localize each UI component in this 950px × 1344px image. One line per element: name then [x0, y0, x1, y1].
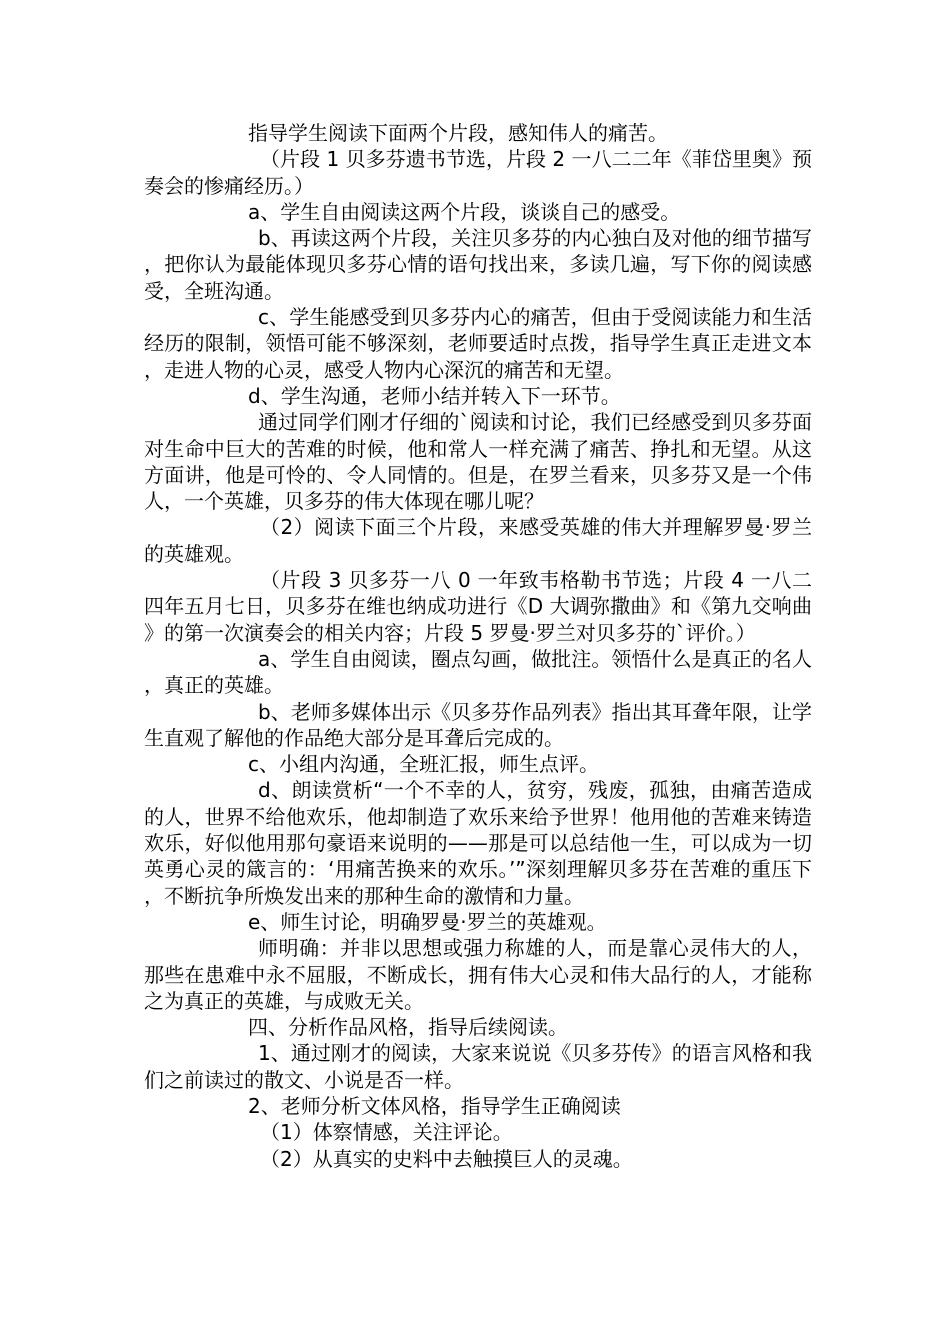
- paragraph-step-e2: e、师生讨论，明确罗曼·罗兰的英雄观。: [248, 909, 607, 934]
- paragraph-step-a: a、学生自由阅读这两个片段，谈谈自己的感受。: [248, 199, 681, 224]
- paragraph-item-2: 2、老师分析文体风格，指导学生正确阅读: [248, 1093, 621, 1118]
- paragraph-section-2: （2）阅读下面三个片段，来感受英雄的伟大并理解罗曼·罗兰的英雄观。: [144, 515, 812, 566]
- paragraph-fragment-note-1: （片段 1 贝多芬遗书节选，片段 2 一八二二年《菲岱里奥》预奏会的惨痛经历。）: [144, 147, 812, 198]
- document-body: [144, 120, 812, 1172]
- paragraph-teacher-conclusion: 师明确：并非以思想或强力称雄的人，而是靠心灵伟大的人，那些在患难中永不屈服，不断成长，拥有伟大心灵和伟大品行的人，才能称之为真正的英雄，与成败无关。: [144, 936, 812, 1013]
- paragraph-step-a2: a、学生自由阅读，圈点勾画，做批注。领悟什么是真正的名人，真正的英雄。: [144, 646, 812, 698]
- paragraph-item-1: 1、通过刚才的阅读，大家来说说《贝多芬传》的语言风格和我们之前读过的散文、小说是否一样。: [144, 1041, 812, 1092]
- paragraph-step-d2: d、朗读赏析“一个不幸的人，贫穷，残废，孤独，由痛苦造成的人，世界不给他欢乐，他却制造了欢乐来给予世界！他用他的苦难来铸造欢乐，好似他用那句豪语来说明的——那是可以总结他一生，可以成为一切英勇心灵的箴言的：‘用痛苦换来的欢乐。’”深刻理解贝多芬在苦难的重压下，不断抗争所焕发出来的那种生命的激情和力量。: [144, 778, 812, 908]
- paragraph-section-4: 四、分析作品风格，指导后续阅读。: [248, 1015, 568, 1040]
- paragraph-guide-reading: 指导学生阅读下面两个片段，感知伟人的痛苦。: [248, 121, 668, 145]
- paragraph-fragment-note-2: （片段 3 贝多芬一八 0 一年致韦格勒书节选；片段 4 一八二四年五月七日，贝多芬在维也纳成功进行《D 大调弥撒曲》和《第九交响曲》的第一次演奏会的相关内容；片段 5 罗曼·罗兰对贝多芬的`评价。）: [144, 568, 812, 645]
- paragraph-step-c: c、学生能感受到贝多芬内心的痛苦，但由于受阅读能力和生活经历的限制，领悟可能不够深刻，老师要适时点拨，指导学生真正走进文本，走进人物的心灵，感受人物内心深沉的痛苦和无望。: [144, 305, 812, 382]
- paragraph-transition: 通过同学们刚才仔细的`阅读和讨论，我们已经感受到贝多芬面对生命中巨大的苦难的时候，他和常人一样充满了痛苦、挣扎和无望。从这方面讲，他是可怜的、令人同情的。但是，在罗兰看来，贝多芬又是一个伟人，一个英雄，贝多芬的伟大体现在哪儿呢？: [144, 410, 812, 514]
- paragraph-step-b2: b、老师多媒体出示《贝多芬作品列表》指出其耳聋年限，让学生直观了解他的作品绝大部分是耳聋后完成的。: [144, 699, 812, 750]
- paragraph-step-c2: c、小组内沟通，全班汇报，师生点评。: [248, 752, 599, 777]
- paragraph-subitem-1: （1）体察情感，关注评论。: [260, 1120, 513, 1145]
- paragraph-subitem-2: （2）从真实的史料中去触摸巨人的灵魂。: [260, 1146, 633, 1171]
- paragraph-step-d: d、学生沟通，老师小结并转入下一环节。: [248, 383, 621, 408]
- paragraph-step-b: b、再读这两个片段，关注贝多芬的内心独白及对他的细节描写，把你认为最能体现贝多芬心情的语句找出来，多读几遍，写下你的阅读感受，全班沟通。: [144, 226, 812, 303]
